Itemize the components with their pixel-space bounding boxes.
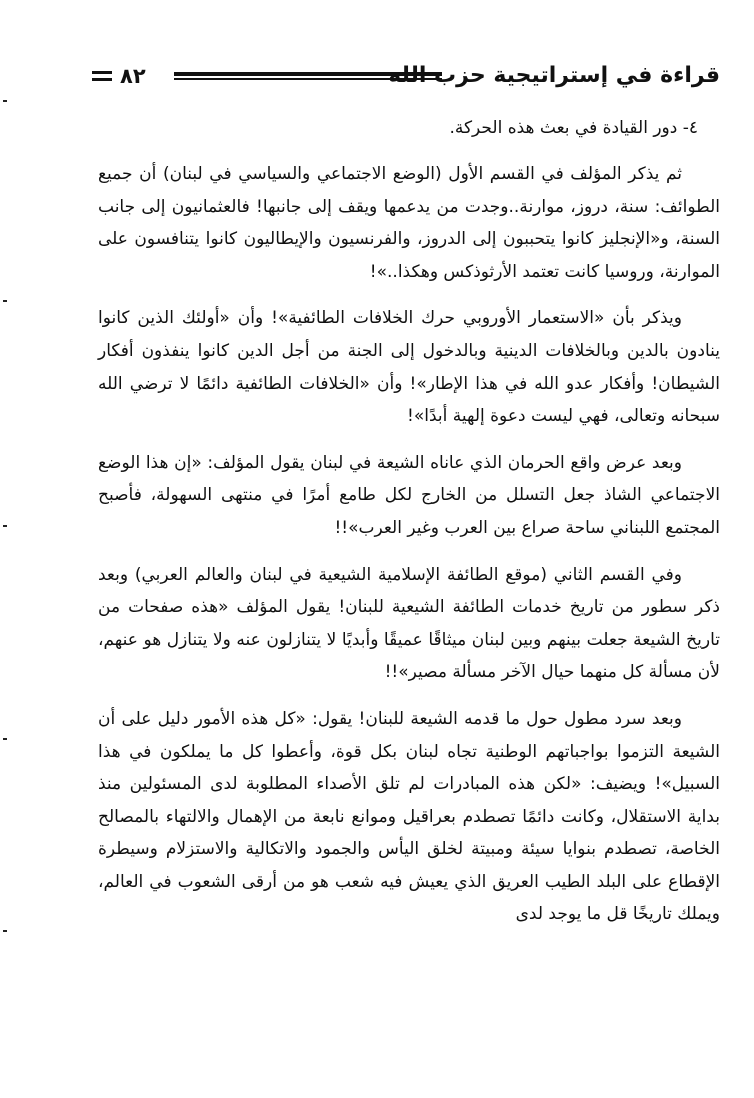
page-number: ٨٢ bbox=[120, 64, 146, 88]
paragraph: ويذكر بأن «الاستعمار الأوروبي حرك الخلافات الطائفية»! وأن «أولئك الذين كانوا ينادون بالدين وبالخلافات الدينية وبالدخول إلى الجنة من أجل الدين كانوا ينفذون أفكار الشيطان! وأفكار عدو الله في هذا الإطار»! وأن «الخلافات الطائفية دائمًا لا ترضي الله سبحانه وتعالى، فهي ليست دعوة إلهية أبدًا»! bbox=[98, 308, 720, 427]
header-double-bar bbox=[92, 71, 112, 81]
paragraph: ثم يذكر المؤلف في القسم الأول (الوضع الاجتماعي والسياسي في لبنان) أن جميع الطوائف: سنة، دروز، موارنة..وجدت من يدعمها ويقف إلى جانبها! فالعثمانيون إلى جانب السنة، و«الإنجليز كانوا يتحببون إلى الدروز، والفرنسيون والإيطاليون كانوا يتنافسون على الموارنة، وروسيا كانت تعتمد الأرثوذكس وهكذا..»! bbox=[98, 164, 720, 282]
margin-mark bbox=[3, 738, 7, 740]
margin-mark bbox=[3, 300, 7, 302]
margin-mark bbox=[3, 930, 7, 932]
list-item: ٤- دور القيادة في بعث هذه الحركة. bbox=[449, 118, 698, 138]
margin-marks bbox=[0, 0, 20, 1098]
paragraph: وفي القسم الثاني (موقع الطائفة الإسلامية الشيعية في لبنان والعالم العربي) وبعد ذكر سطور من تاريخ خدمات الطائفة الشيعية للبنان! يقول المؤلف «هذه صفحات من تاريخ الشيعة جعلت بينهم وبين لبنان ميثاقًا عميقًا وأبديًا لا يتنازلون عنه ولا يتنازل هو عنهم، لأن مسألة كل منهما حيال الآخر مسألة مصير»!! bbox=[98, 564, 720, 683]
margin-mark bbox=[3, 100, 7, 102]
paragraph: وبعد سرد مطول حول ما قدمه الشيعة للبنان! يقول: «كل هذه الأمور دليل على أن الشيعة التزموا بواجباتهم الوطنية تجاه لبنان بكل قوة، وأعطوا كل ما يملكون في هذا السبيل»! ويضيف: «لكن هذه المبادرات لم تلق الأصداء المطلوبة لدى المسئولين منذ بداية الاستقلال، وكانت دائمًا تصطدم بعراقيل وموانع نابعة من الإهمال والالتهاء بالمصالح الخاصة، تصطدم بنوايا سيئة ومبيتة لخلق اليأس والجمود والاتكالية والاستزلام وسيطرة الإقطاع على البلد الطيب العريق الذي يعيش فيه شعب هو من أرقى الشعوب في العالم، ويملك تاريخًا قل ما يوجد لدى bbox=[98, 708, 720, 925]
running-header bbox=[92, 58, 720, 94]
header-title: قراءة في إستراتيجية حزب الله bbox=[388, 63, 720, 88]
paragraph: وبعد عرض واقع الحرمان الذي عاناه الشيعة في لبنان يقول المؤلف: «إن هذا الوضع الاجتماعي الشاذ جعل التسلل من الخارج لكل طامع أمرًا في منتهى السهولة، فأصبح المجتمع اللبناني ساحة صراع بين العرب وغير العرب»!! bbox=[98, 452, 720, 538]
body-text bbox=[98, 112, 720, 945]
margin-mark bbox=[3, 525, 7, 527]
header-rule bbox=[174, 72, 442, 80]
